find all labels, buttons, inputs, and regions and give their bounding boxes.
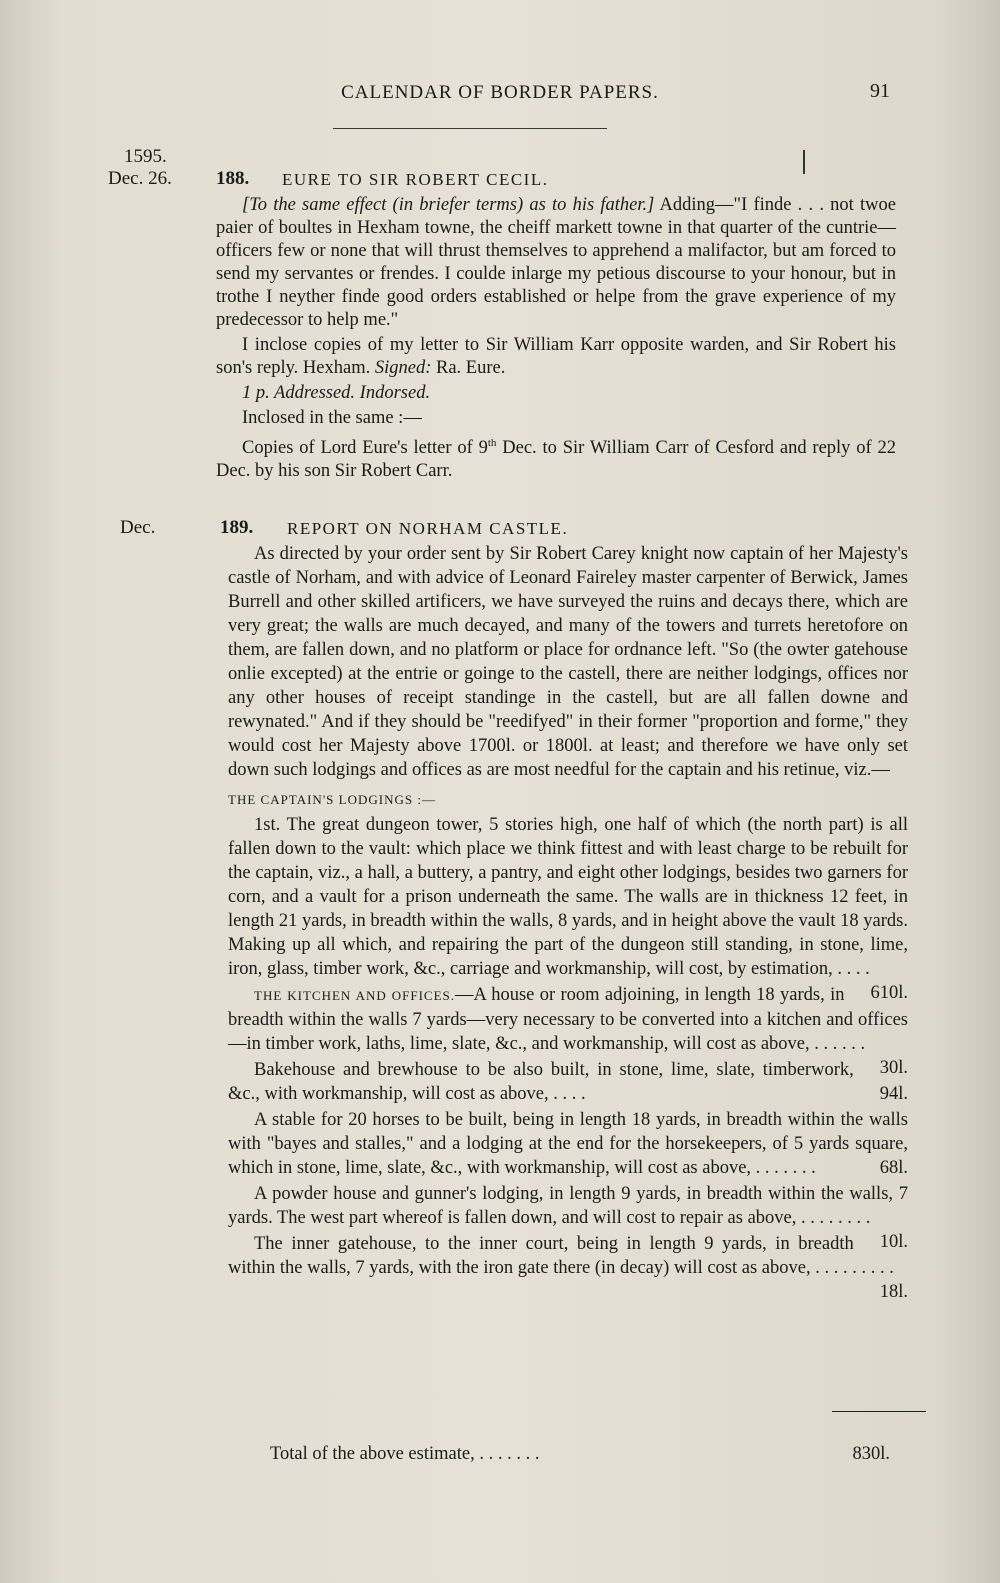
- signed-label: Signed:: [374, 358, 432, 378]
- enclosure-text-b: Dec. to Sir William Carr of Cesford and reply of 22 Dec. by his son Sir Robert Carr.: [216, 438, 896, 482]
- estimate-item: [228, 1058, 908, 1106]
- entry-188-paragraph-2: [216, 334, 896, 380]
- enclosure-text-a: Copies of Lord Eure's letter of 9: [242, 438, 488, 459]
- total-rule: [832, 1411, 926, 1412]
- header-rule: [333, 128, 607, 129]
- entry-188-title: EURE TO SIR ROBERT CECIL.: [282, 170, 549, 189]
- total-label: Total of the above estimate, . . . . . . .: [270, 1444, 540, 1464]
- section-heading: THE CAPTAIN'S LODGINGS :—: [228, 792, 436, 807]
- estimate-total: [270, 1444, 890, 1465]
- estimate-item: [228, 983, 908, 1078]
- item-text: The great dungeon tower, 5 stories high, one half of which (the north part) is all fallen down to the vault: which place we think fittest and with least charge to be rebuilt for the captain, viz., a hall, a buttery, a pantry, and eight other lodgings, besides two garners for corn, and a vault for a prison underneath the same. The walls are in thickness 12 feet, in length 21 yards, in breadth within the walls, 8 yards, and in height above the vault 18 yards. Making up all which, and repairing the part of the dungeon still standing, in stone, lime, iron, glass, timber work, &c., carriage and workmanship, will cost, by estimation, . . . .: [228, 815, 908, 979]
- item-text: —A house or room adjoining, in length 18 yards, in breadth within the walls 7 yards—very necessary to be converted into a kitchen and offices—in timber work, laths, lime, slate, &c., and workmanship, will cost as above, . . . . . .: [228, 985, 908, 1054]
- item-amount: 610l.: [870, 983, 908, 1003]
- signature: Ra. Eure.: [431, 358, 506, 378]
- item-text: A powder house and gunner's lodging, in length 9 yards, in breadth within the walls, 7 yards. The west part whereof is fallen down, and will cost to repair as above, . . . . . . . .: [228, 1184, 908, 1228]
- estimate-list: [228, 813, 908, 1302]
- item-text: Bakehouse and brewhouse to be also built, in stone, lime, slate, timberwork, &c., with workmanship, will cost as above, . . . .: [228, 1060, 854, 1104]
- entry-188-paragraph-1: [216, 194, 896, 332]
- entry-188-number: 188.: [216, 168, 250, 189]
- entry-189-number: 189.: [220, 517, 254, 538]
- entry-189-date: Dec.: [120, 517, 156, 538]
- entry-188-description: 1 p. Addressed. Indorsed.: [242, 383, 431, 403]
- estimate-item: [228, 1108, 908, 1180]
- item-lead: 1st.: [254, 815, 287, 835]
- item-amount: 68l.: [879, 1158, 908, 1178]
- entry-188-quote: Adding—"I finde . . . not twoe paier of boultes in Hexham towne, the cheiff markett towne in that quarter of the cuntrie—officers few or none that will thrust themselves to apprehend a malifactor, but am forced to send my servantes or frendes. I coulde inlarge my petious discourse to your honour, but in trothe I neyther finde good orders established or helpe from the grave experience of my predecessor to help me.": [216, 195, 896, 330]
- entry-188-enclosure-label: Inclosed in the same :—: [242, 408, 422, 428]
- entry-188-editorial-note: [To the same effect (in briefer terms) as to his father.]: [242, 195, 655, 215]
- report-introduction: As directed by your order sent by Sir Robert Carey knight now captain of her Majesty's castle of Norham, and with advice of Leonard Faireley master carpenter of Berwick, James Burrell and other skilled artificers, we have surveyed the ruins and decays there, which are very great; the walls are much decayed, and many of the towers and turrets heretofore on them, are fallen down, and no platform or place for ordnance left. "So (the owter gatehouse onlie excepted) at the entrie or goinge to the castell, there are neither lodgings, offices nor any other houses of receipt standinge in the castell, but are all fallen downe and rewynated." And if they should be "reedifyed" in their former "proportion and forme," they would cost her Majesty above 1700l. or 1800l. at least; and therefore we have only set down such lodgings and offices as are most needful for the captain and his retinue, viz.—: [228, 544, 908, 780]
- entry-188-text: I inclose copies of my letter to Sir William Karr opposite warden, and Sir Robert his son's reply. Hexham.: [216, 335, 896, 378]
- item-amount: 30l.: [879, 1058, 908, 1078]
- item-text: The inner gatehouse, to the inner court, being in length 9 yards, in breadth within the walls, 7 yards, with the iron gate there (in decay) will cost as above, . . . . . . . . .: [228, 1234, 894, 1278]
- total-amount: 830l.: [852, 1444, 890, 1464]
- item-lead: THE KITCHEN AND OFFICES.: [254, 988, 456, 1003]
- margin-mark: [803, 150, 805, 174]
- estimate-item: [228, 1232, 908, 1302]
- year-label: 1595.: [124, 146, 167, 167]
- item-text: A stable for 20 horses to be built, being in length 18 yards, in breadth within the walls with "bayes and stalles," and a lodging at the end for the horsekeepers, of 5 yards square, which in stone, lime, slate, &c., with workmanship, will cost as above, . . . . . . .: [228, 1110, 908, 1178]
- estimate-item: [228, 1182, 908, 1252]
- entry-189-title: REPORT ON NORHAM CASTLE.: [287, 519, 569, 538]
- item-amount: 10l.: [879, 1232, 908, 1252]
- entry-188-date: Dec. 26.: [108, 168, 172, 189]
- ordinal-superscript: th: [487, 437, 497, 449]
- item-amount: 94l.: [879, 1084, 908, 1104]
- running-title: CALENDAR OF BORDER PAPERS.: [341, 82, 659, 103]
- entry-188-enclosure: [216, 432, 896, 483]
- page-number: 91: [870, 80, 890, 102]
- entry-188-body: [216, 194, 896, 485]
- entry-189-body: [228, 542, 908, 1304]
- item-amount: 18l.: [879, 1282, 908, 1302]
